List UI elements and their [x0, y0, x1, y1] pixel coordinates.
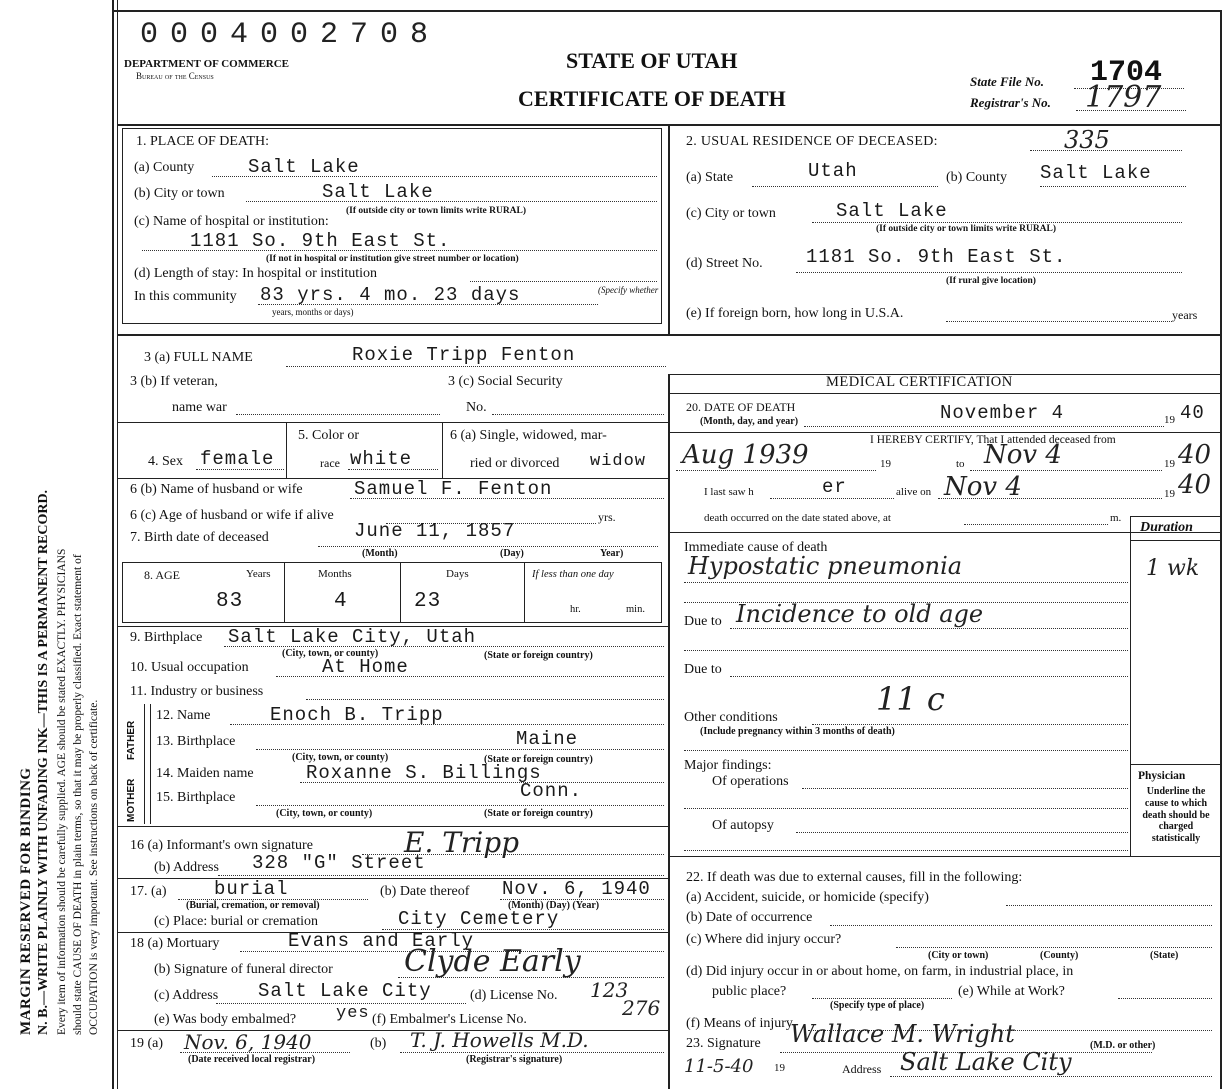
- alive-label: alive on: [896, 486, 932, 498]
- mother-name-label: 14. Maiden name: [156, 766, 254, 781]
- frame-left-inner: [117, 0, 118, 1089]
- res-state-label: (a) State: [686, 170, 734, 185]
- physician-note: Physician: [1138, 770, 1186, 782]
- father-birth-line: [256, 749, 664, 750]
- registrar-label: Registrar's No.: [970, 95, 1051, 110]
- father-tag: FATHER: [126, 720, 137, 760]
- informant-address-value: 328 "G" Street: [252, 852, 426, 874]
- birth-date-line: [318, 546, 658, 547]
- burial-place-value: City Cemetery: [398, 908, 560, 930]
- immediate-cause-value: Hypostatic pneumonia: [688, 552, 963, 580]
- age-col3: [524, 562, 525, 622]
- certificate-title: CERTIFICATE OF DEATH: [518, 86, 786, 111]
- age-years-col: Years: [246, 568, 271, 580]
- pregnancy-note: (Include pregnancy within 3 months of death): [700, 726, 895, 737]
- margin-instructions-line2: should state CAUSE OF DEATH in plain terms, so that it may be properly classified. Exact statement of: [72, 554, 84, 1035]
- last-saw-year-prefix: 19: [1164, 488, 1175, 500]
- occurred-line: [964, 524, 1108, 525]
- to-year-prefix: 19: [1164, 458, 1175, 470]
- mother-city-note: (City, town, or county): [276, 808, 373, 819]
- informant-address-label: (b) Address: [154, 860, 219, 875]
- mother-birth-value: Conn.: [520, 780, 583, 802]
- father-state-note: (State or foreign country): [484, 754, 593, 765]
- age-min: min.: [626, 604, 645, 615]
- where-label: (c) Where did injury occur?: [686, 932, 842, 947]
- race-marital-divider: [442, 422, 443, 478]
- director-signature: Clyde Early: [404, 944, 581, 979]
- age-col2: [400, 562, 401, 622]
- due-to-2-line: [730, 676, 1128, 677]
- due-to-1-line: [730, 628, 1128, 629]
- sex-race-divider: [286, 422, 287, 478]
- registrar-line: [1076, 110, 1186, 111]
- attended-to-line: [970, 470, 1162, 471]
- industry-line: [306, 699, 664, 700]
- mortuary-address-value: Salt Lake City: [258, 980, 432, 1002]
- duration-label: Duration: [1140, 520, 1193, 535]
- res-street-label: (d) Street No.: [686, 256, 763, 271]
- autopsy-line: [796, 832, 1128, 833]
- father-birth-label: 13. Birthplace: [156, 734, 236, 749]
- last-saw-pronoun: er: [822, 476, 847, 498]
- pod-county-label: (a) County: [134, 160, 195, 175]
- birth-date-label: 7. Birth date of deceased: [130, 530, 269, 545]
- where-state-note: (State): [1150, 950, 1179, 961]
- license-value: 123: [590, 978, 629, 1002]
- place-of-death-heading: 1. PLACE OF DEATH:: [136, 134, 270, 149]
- department-label: DEPARTMENT OF COMMERCE: [124, 58, 290, 70]
- res-city-note: (If outside city or town limits write RURAL): [876, 224, 1057, 234]
- pod-city-line: [246, 201, 657, 202]
- medical-heading-bottom: [670, 393, 1220, 394]
- medical-heading: MEDICAL CERTIFICATION: [826, 374, 1013, 390]
- margin-instructions-line1: Every item of information should be carefully supplied. AGE should be stated EXACTLY. PHYSICIANS: [56, 548, 68, 1035]
- received-note: (Date received local registrar): [188, 1054, 316, 1065]
- accident-label: (a) Accident, suicide, or homicide (specify): [686, 890, 929, 905]
- section1-border-top: [122, 128, 662, 129]
- date-thereof-note: (Month) (Day) (Year): [508, 900, 600, 911]
- attended-from: Aug 1939: [682, 440, 809, 470]
- date-thereof-label: (b) Date thereof: [380, 884, 470, 899]
- pod-stay-line: [470, 281, 657, 282]
- birth-year-note: Year): [600, 548, 624, 559]
- res-state-value: Utah: [808, 160, 858, 182]
- where-line: [896, 947, 1212, 948]
- icd-code: 11 c: [876, 680, 945, 718]
- public-line: [812, 998, 952, 999]
- due-to-2-label: Due to: [684, 662, 722, 677]
- parents-bottom: [118, 826, 668, 827]
- pod-hospital-value: 1181 So. 9th East St.: [190, 230, 451, 252]
- work-line: [1118, 998, 1212, 999]
- certify-label: I HEREBY CERTIFY, That I attended deceased from: [870, 434, 1116, 446]
- parents-left: [144, 704, 145, 824]
- last-saw-line: [770, 498, 894, 499]
- section1-border-bottom: [122, 323, 662, 324]
- signature-address: Salt Lake City: [900, 1048, 1072, 1076]
- race-label: race: [320, 456, 340, 470]
- duration-header-bottom: [1130, 540, 1220, 541]
- informant-address-line: [218, 875, 664, 876]
- immediate-duration: 1 wk: [1146, 556, 1200, 581]
- dod-line: [804, 426, 1164, 427]
- margin-binding-note: MARGIN RESERVED FOR BINDING: [18, 767, 34, 1035]
- res-city-line: [812, 222, 1182, 223]
- spouse-yrs-label: yrs.: [598, 510, 616, 524]
- center-divider: [668, 124, 670, 334]
- means-label: (f) Means of injury: [686, 1016, 793, 1031]
- veteran-bottom: [118, 422, 668, 423]
- res-county-value: Salt Lake: [1040, 162, 1152, 184]
- res-city-label: (c) City or town: [686, 206, 776, 221]
- age-months-col: Months: [318, 568, 352, 580]
- physician-note-text: Underline the cause to which death should be charged statistically: [1142, 786, 1210, 845]
- occurred-m: m.: [1110, 512, 1122, 524]
- public-label: public place?: [712, 984, 787, 999]
- medical-findings-bottom: [670, 856, 1220, 857]
- full-name-line: [286, 366, 666, 367]
- res-foreign-label: (e) If foreign born, how long in U.S.A.: [686, 306, 904, 321]
- sex-value: female: [200, 448, 275, 470]
- director-sig-label: (b) Signature of funeral director: [154, 962, 333, 977]
- due-to-1-label: Due to: [684, 614, 722, 629]
- age-months-value: 4: [334, 590, 348, 613]
- res-years-label: years: [1172, 308, 1198, 322]
- birth-month-note: (Month): [362, 548, 398, 559]
- dod-label: 20. DATE OF DEATH: [686, 400, 796, 414]
- ssn-line: [492, 414, 664, 415]
- autopsy-label: Of autopsy: [712, 818, 774, 833]
- operations-line2: [684, 808, 1128, 809]
- mother-birth-label: 15. Birthplace: [156, 790, 236, 805]
- signature-year-prefix: 19: [774, 1062, 785, 1074]
- mortuary-address-label: (c) Address: [154, 988, 219, 1003]
- date-thereof-value: Nov. 6, 1940: [502, 878, 651, 900]
- age-less-day: If less than one day: [532, 569, 614, 580]
- birthplace-city-note: (City, town, or county): [282, 648, 379, 659]
- due-to-1-line2: [684, 650, 1128, 651]
- due-to-1-value: Incidence to old age: [736, 600, 984, 628]
- ssn-no-label: No.: [466, 400, 487, 415]
- marital-value: widow: [590, 452, 647, 471]
- mother-tag: MOTHER: [126, 778, 137, 822]
- last-saw-year: 40: [1178, 470, 1212, 500]
- age-left: [122, 562, 123, 622]
- res-county-label: (b) County: [946, 170, 1008, 185]
- age-hr: hr.: [570, 604, 581, 615]
- where-city-note: (City or town): [928, 950, 989, 961]
- dod-year: 40: [1180, 402, 1205, 424]
- mortuary-label: 18 (a) Mortuary: [130, 936, 220, 951]
- margin-permanent-record-note: N. B.—WRITE PLAINLY WITH UNFADING INK—THIS IS A PERMANENT RECORD.: [36, 489, 51, 1035]
- age-days-value: 23: [414, 590, 442, 613]
- state-file-label: State File No.: [970, 74, 1045, 89]
- birthplace-value: Salt Lake City, Utah: [228, 626, 477, 648]
- registrar-sig-note: (Registrar's signature): [466, 1054, 563, 1065]
- last-saw-date: Nov 4: [944, 472, 1022, 502]
- res-street-line: [796, 272, 1182, 273]
- external-label: 22. If death was due to external causes, fill in the following:: [686, 870, 1023, 885]
- to-label: to: [956, 458, 965, 470]
- immediate-cause-line: [684, 582, 1128, 583]
- registrar-sig-line: [400, 1052, 664, 1053]
- color-label: 5. Color or: [298, 428, 360, 443]
- full-name-value: Roxie Tripp Fenton: [352, 344, 576, 366]
- pod-hospital-line: [142, 250, 657, 251]
- war-label: name war: [172, 400, 227, 415]
- pod-city-note: (If outside city or town limits write RURAL): [346, 206, 527, 216]
- mother-birth-line: [256, 805, 664, 806]
- birthplace-label: 9. Birthplace: [130, 630, 203, 645]
- age-right: [661, 562, 662, 622]
- birth-day-note: (Day): [500, 548, 524, 559]
- duration-top: [1130, 516, 1220, 517]
- operations-line: [802, 788, 1128, 789]
- received-line: [180, 1052, 350, 1053]
- received-date: Nov. 6, 1940: [184, 1030, 312, 1054]
- work-label: (e) While at Work?: [958, 984, 1065, 999]
- industry-label: 11. Industry or business: [130, 684, 264, 699]
- residence-code: 335: [1064, 126, 1110, 154]
- medical-divider: [668, 374, 670, 1089]
- attended-from-line: [676, 470, 876, 471]
- where-county-note: (County): [1040, 950, 1079, 961]
- pod-city-value: Salt Lake: [322, 181, 434, 203]
- major-findings-label: Major findings:: [684, 758, 772, 773]
- pod-hospital-note: (If not in hospital or institution give street number or location): [266, 254, 519, 264]
- age-top: [122, 562, 662, 563]
- pod-stay-label: (d) Length of stay: In hospital or institution: [134, 266, 378, 281]
- from-year-prefix: 19: [880, 458, 891, 470]
- res-county-line: [1040, 186, 1186, 187]
- signature-address-line: [890, 1076, 1212, 1077]
- duration-divider: [1130, 516, 1131, 856]
- embalmed-value: yes: [336, 1004, 370, 1023]
- dod-year-prefix: 19: [1164, 414, 1175, 426]
- physician-signature: Wallace M. Wright: [790, 1020, 1015, 1048]
- mortuary-value: Evans and Early: [288, 930, 475, 952]
- section2-bottom: [118, 334, 1220, 336]
- physician-note-top: [1130, 764, 1220, 765]
- pod-hospital-label: (c) Name of hospital or institution:: [134, 214, 329, 229]
- bureau-label: Bureau of the Census: [136, 71, 214, 81]
- state-file-number: 1704: [1090, 56, 1163, 90]
- res-state-line: [752, 186, 938, 187]
- disposition-note: (Burial, cremation, or removal): [186, 900, 320, 911]
- pod-city-label: (b) City or town: [134, 186, 225, 201]
- occurred-label: death occurred on the date stated above, at: [704, 512, 891, 524]
- occurrence-label: (b) Date of occurrence: [686, 910, 813, 925]
- res-street-note: (If rural give location): [946, 276, 1036, 286]
- dod-note: (Month, day, and year): [700, 416, 799, 427]
- home-label: (d) Did injury occur in or about home, on farm, in industrial place, in: [686, 964, 1074, 979]
- father-name-value: Enoch B. Tripp: [270, 704, 444, 726]
- informant-label: 16 (a) Informant's own signature: [130, 838, 313, 853]
- registrar-signature: T. J. Howells M.D.: [410, 1028, 589, 1052]
- birthplace-state-note: (State or foreign country): [484, 650, 593, 661]
- father-name-label: 12. Name: [156, 708, 211, 723]
- margin-instructions-line3: OCCUPATION is very important. See instructions on back of certificate.: [88, 699, 100, 1035]
- frame-left: [112, 0, 114, 1089]
- veteran-label: 3 (b) If veteran,: [130, 374, 218, 389]
- frame-top: [112, 10, 1222, 12]
- father-birth-value: Maine: [516, 728, 579, 750]
- operations-label: Of operations: [712, 774, 789, 789]
- birth-date-value: June 11, 1857: [354, 520, 516, 542]
- serial-number: 0004002708: [140, 18, 441, 52]
- immediate-cause-label: Immediate cause of death: [684, 540, 828, 555]
- age-label: 8. AGE: [144, 568, 180, 582]
- age-days-col: Days: [446, 568, 469, 580]
- public-note: (Specify type of place): [830, 1000, 925, 1011]
- occurrence-line: [830, 925, 1212, 926]
- res-city-value: Salt Lake: [836, 200, 948, 222]
- race-value: white: [350, 448, 413, 470]
- burial-place-label: (c) Place: burial or cremation: [154, 914, 319, 929]
- certify-bottom: [670, 532, 1220, 533]
- dod-value: November 4: [940, 402, 1065, 424]
- dod-bottom: [670, 432, 1220, 433]
- age-bottom: [122, 622, 662, 623]
- res-foreign-line: [946, 321, 1172, 322]
- md-note: (M.D. or other): [1090, 1040, 1156, 1051]
- to-year: 40: [1178, 440, 1212, 470]
- pod-community-label: In this community: [134, 289, 237, 304]
- ssn-label: 3 (c) Social Security: [448, 374, 563, 389]
- attended-to: Nov 4: [984, 440, 1062, 470]
- registrar-number: 1797: [1085, 80, 1162, 115]
- age-years-value: 83: [216, 590, 244, 613]
- signature-label: 23. Signature: [686, 1036, 761, 1051]
- last-saw-label: I last saw h: [704, 486, 754, 498]
- autopsy-line2: [684, 850, 1128, 851]
- frame-right: [1220, 10, 1222, 1089]
- accident-line: [1006, 905, 1212, 906]
- embalmer-value: 276: [622, 996, 661, 1020]
- signature-address-label: Address: [842, 1062, 882, 1076]
- mother-name-value: Roxanne S. Billings: [306, 762, 542, 784]
- war-line: [236, 414, 440, 415]
- section1-border-right: [661, 128, 662, 324]
- license-label: (d) License No.: [470, 988, 558, 1003]
- parents-left-inner: [150, 704, 151, 824]
- pod-units-note: years, months or days): [272, 307, 354, 317]
- marital-label: 6 (a) Single, widowed, mar-: [450, 428, 607, 443]
- mother-state-note: (State or foreign country): [484, 808, 593, 819]
- marital-label2: ried or divorced: [470, 456, 560, 471]
- other-conditions-line2: [684, 750, 1128, 751]
- signature-date: 11-5-40: [684, 1056, 754, 1077]
- pod-community-value: 83 yrs. 4 mo. 23 days: [260, 284, 521, 306]
- informant-signature: E. Tripp: [404, 826, 520, 859]
- disposition-value: burial: [214, 878, 289, 900]
- embalmed-label: (e) Was body embalmed?: [154, 1012, 297, 1027]
- occupation-value: At Home: [322, 656, 409, 678]
- pod-specify-note: (Specify whether: [598, 285, 659, 295]
- embalmer-label: (f) Embalmer's License No.: [372, 1012, 527, 1027]
- other-conditions-label: Other conditions: [684, 710, 778, 725]
- spouse-value: Samuel F. Fenton: [354, 478, 553, 500]
- last-saw-date-line: [938, 498, 1162, 499]
- state-title: STATE OF UTAH: [566, 48, 738, 73]
- pod-county-value: Salt Lake: [248, 156, 360, 178]
- spouse-age-label: 6 (c) Age of husband or wife if alive: [130, 508, 334, 523]
- disposition-label: 17. (a): [130, 884, 167, 899]
- section1-border-left: [122, 128, 123, 324]
- full-name-label: 3 (a) FULL NAME: [144, 350, 253, 365]
- sex-label: 4. Sex: [148, 454, 183, 469]
- spouse-label: 6 (b) Name of husband or wife: [130, 482, 303, 497]
- residence-heading: 2. USUAL RESIDENCE OF DECEASED:: [686, 134, 938, 149]
- received-label: 19 (a): [130, 1036, 164, 1051]
- occupation-label: 10. Usual occupation: [130, 660, 249, 675]
- res-street-value: 1181 So. 9th East St.: [806, 246, 1067, 268]
- age-col1: [284, 562, 285, 622]
- registrar-sig-label: (b): [370, 1036, 387, 1051]
- father-city-note: (City, town, or county): [292, 752, 389, 763]
- other-conditions-line: [812, 724, 1128, 725]
